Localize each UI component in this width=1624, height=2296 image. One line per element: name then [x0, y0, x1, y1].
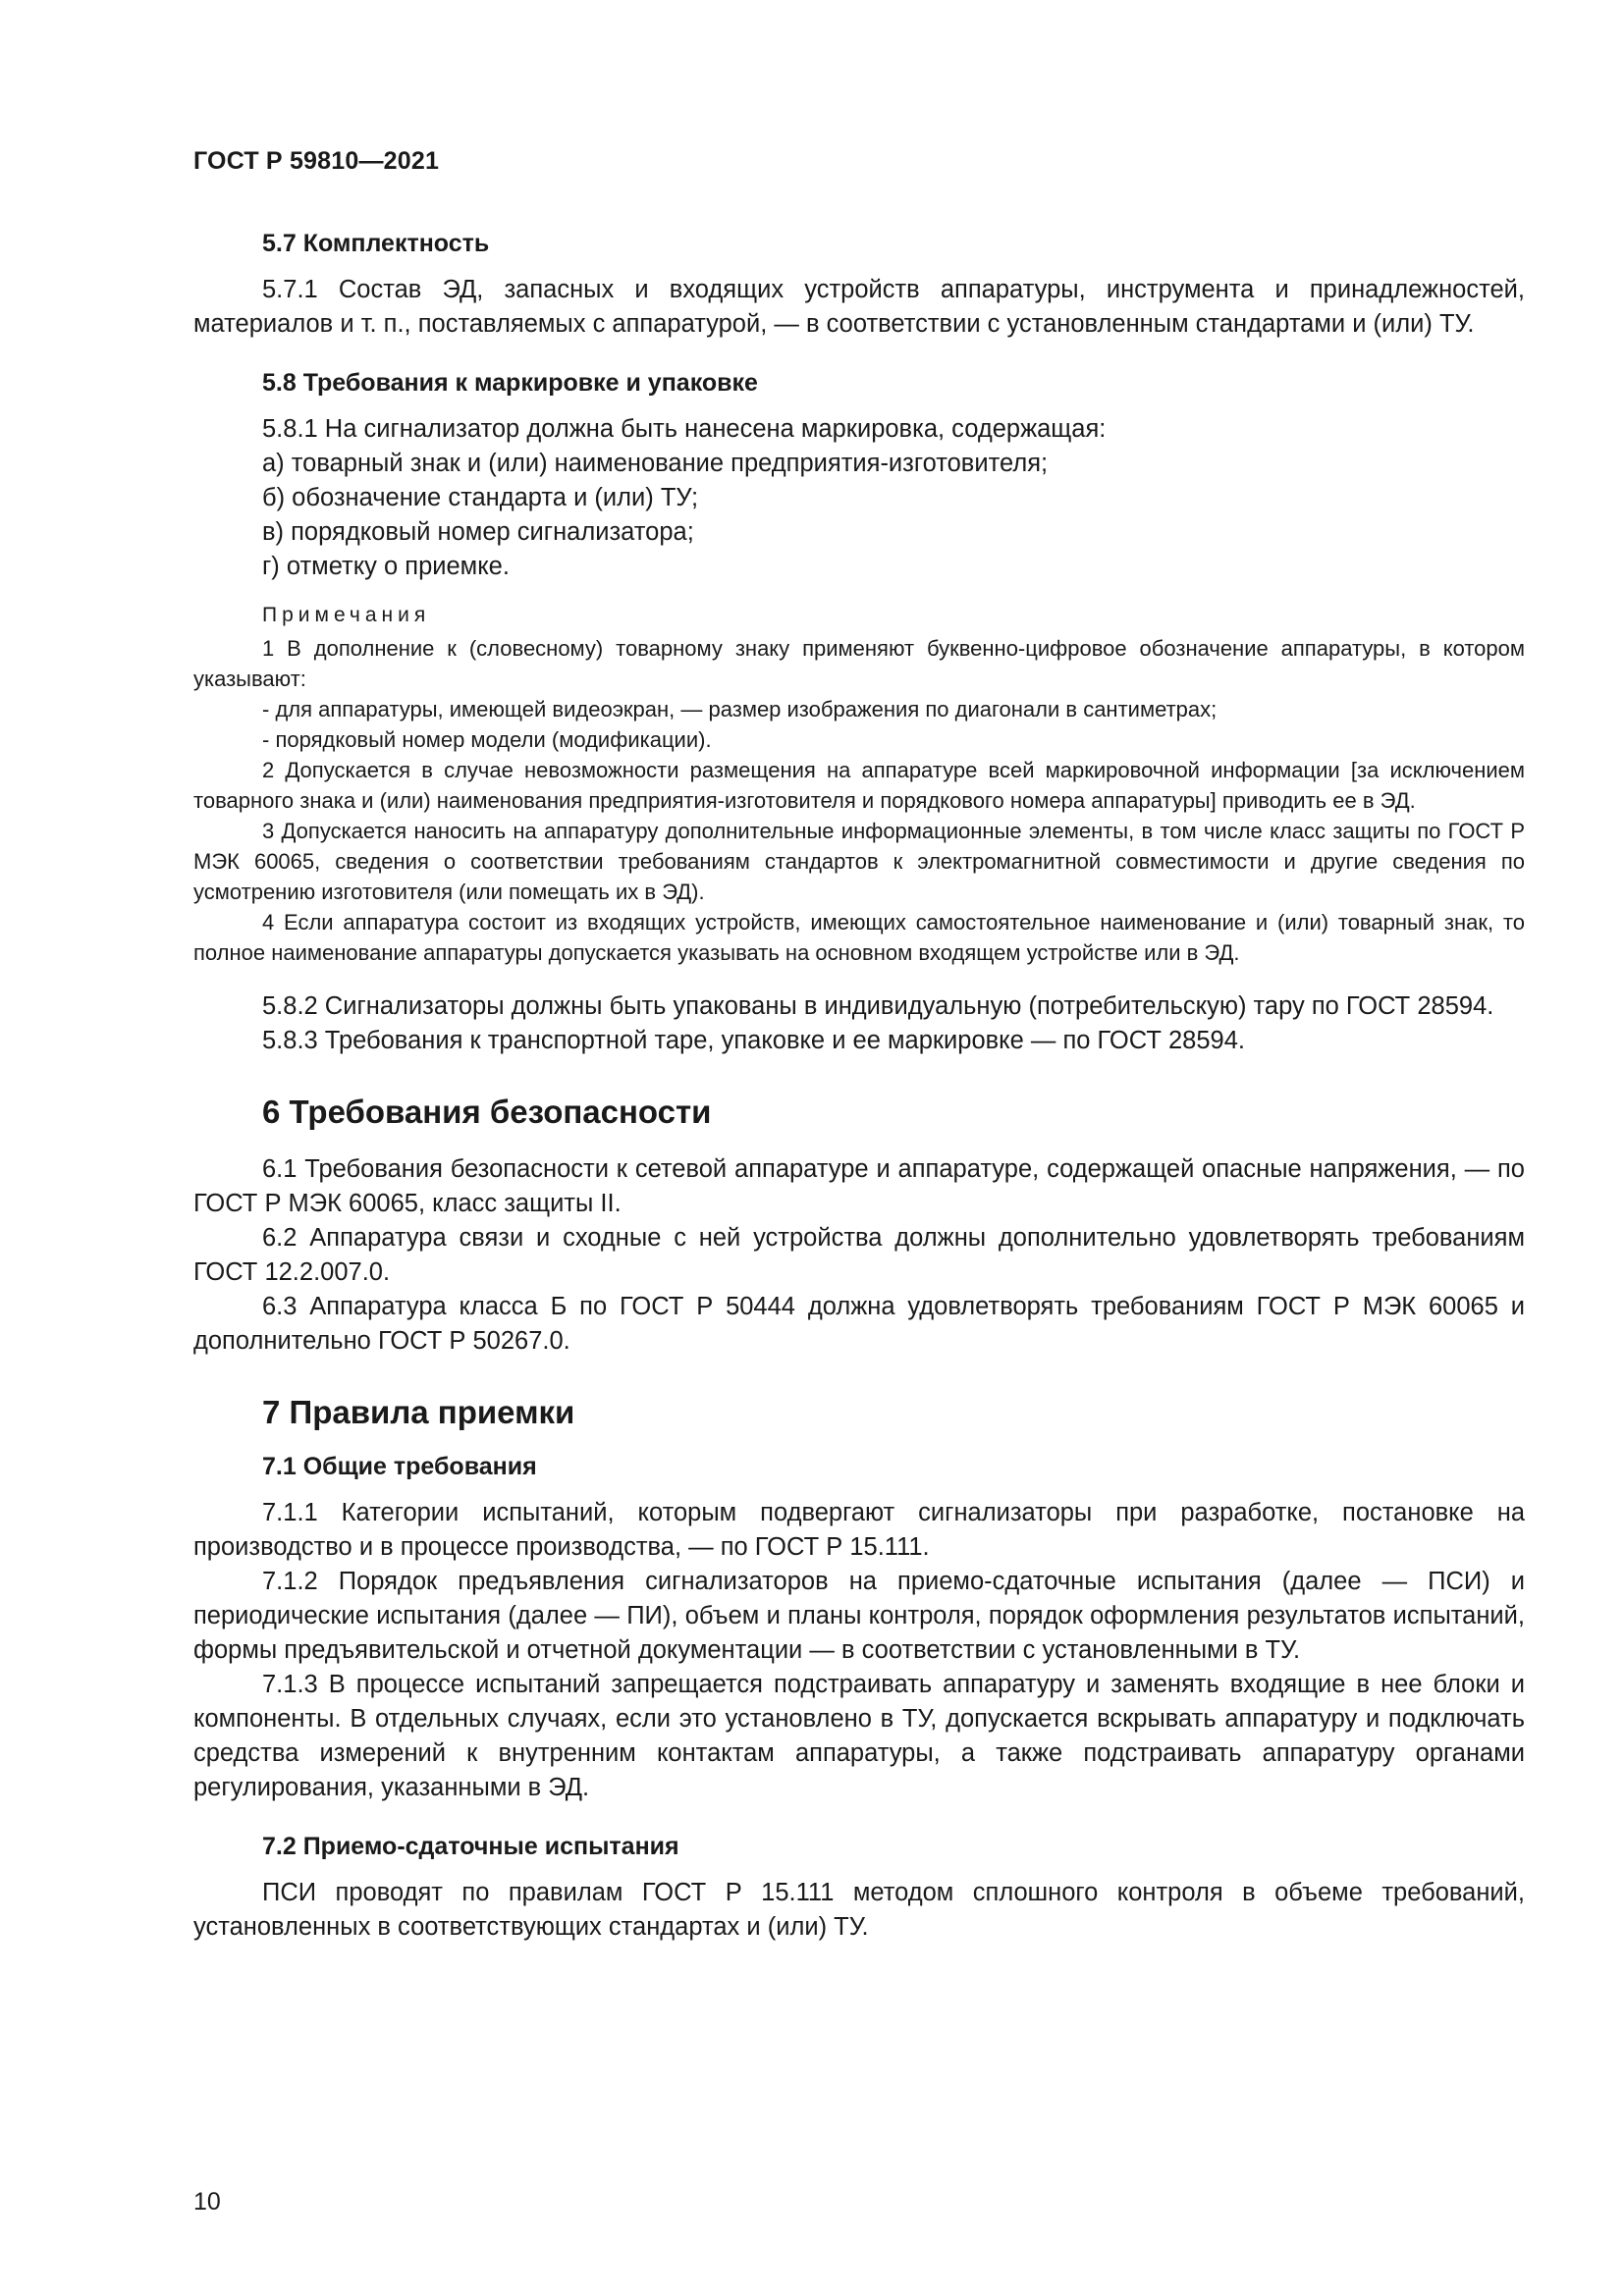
list-item-g: г) отметку о приемке. [262, 553, 510, 580]
note-4: 4 Если аппаратура состоит из входящих устройств, имеющих самостоятельное наименование и (или) товарный знак, то полное наименование аппаратуры допускается указывать на основном входящем устройстве или в ЭД. [193, 910, 1525, 965]
paragraph-5-8-2: 5.8.2 Сигнализаторы должны быть упакованы в индивидуальную (потребительскую) тару по ГОСТ 28594. [262, 992, 1494, 1020]
list-item-b: б) обозначение стандарта и (или) ТУ; [262, 484, 699, 511]
paragraph-7-1-1: 7.1.1 Категории испытаний, которым подвергают сигнализаторы при разработке, постановке на производство и в процессе производства, — по ГОСТ Р 15.111. [193, 1499, 1525, 1561]
page-number: 10 [193, 2188, 221, 2216]
section-6-title: 6 Требования безопасности [262, 1094, 712, 1130]
list-item-v: в) порядковый номер сигнализатора; [262, 518, 694, 546]
paragraph-6-2: 6.2 Аппаратура связи и сходные с ней устройства должны дополнительно удовлетворять требованиям ГОСТ 12.2.007.0. [193, 1224, 1525, 1286]
paragraph-6-1: 6.1 Требования безопасности к сетевой аппаратуре и аппаратуре, содержащей опасные напряжения, — по ГОСТ Р МЭК 60065, класс защиты II. [193, 1155, 1525, 1217]
section-5-7-title: 5.7 Комплектность [262, 230, 490, 257]
note-1: 1 В дополнение к (словесному) товарному знаку применяют буквенно-цифровое обозначение аппаратуры, в котором указывают: [193, 636, 1525, 691]
section-5-8-title: 5.8 Требования к маркировке и упаковке [262, 369, 758, 397]
paragraph-7-1-2: 7.1.2 Порядок предъявления сигнализаторов на приемо-сдаточные испытания (далее — ПСИ) и периодические испытания (далее — ПИ), объем и планы контроля, порядок оформления результатов испытаний, формы предъявительской и отчетной документации — в соответствии с установленными в ТУ. [193, 1568, 1525, 1664]
section-7-1-title: 7.1 Общие требования [262, 1453, 537, 1480]
notes-title: Примечания [262, 604, 431, 626]
note-3: 3 Допускается наносить на аппаратуру дополнительные информационные элементы, в том числе класс защиты по ГОСТ Р МЭК 60065, сведения о соответствии требованиям стандартов к электромагнитной совместимости и другие сведения по усмотрению изготовителя (или помещать их в ЭД). [193, 819, 1525, 904]
section-7-title: 7 Правила приемки [262, 1394, 575, 1430]
document-page [193, 147, 1525, 1945]
paragraph-6-3: 6.3 Аппаратура класса Б по ГОСТ Р 50444 должна удовлетворять требованиям ГОСТ Р МЭК 60065 и дополнительно ГОСТ Р 50267.0. [193, 1293, 1525, 1355]
paragraph-7-1-3: 7.1.3 В процессе испытаний запрещается подстраивать аппаратуру и заменять входящие в нее блоки и компоненты. В отдельных случаях, если это установлено в ТУ, допускается вскрывать аппаратуру и подключать средства измерений к внутренним контактам аппаратуры, а также подстраивать аппаратуру органами регулирования, указанными в ЭД. [193, 1671, 1525, 1801]
paragraph-5-7-1: 5.7.1 Состав ЭД, запасных и входящих устройств аппаратуры, инструмента и принадлежностей, материалов и т. п., поставляемых с аппаратурой, — в соответствии с установленным стандартами и (или) ТУ. [193, 276, 1525, 338]
note-1-item-2: - порядковый номер модели (модификации). [262, 727, 712, 752]
paragraph-5-8-1: 5.8.1 На сигнализатор должна быть нанесена маркировка, содержащая: [262, 415, 1107, 443]
paragraph-5-8-3: 5.8.3 Требования к транспортной таре, упаковке и ее маркировке — по ГОСТ 28594. [262, 1027, 1245, 1054]
note-2: 2 Допускается в случае невозможности размещения на аппаратуре всей маркировочной информации [за исключением товарного знака и (или) наименования предприятия-изготовителя и порядкового номера аппаратуры] приводить ее в ЭД. [193, 758, 1525, 813]
list-item-a: а) товарный знак и (или) наименование предприятия-изготовителя; [262, 450, 1049, 477]
document-header: ГОСТ Р 59810—2021 [193, 147, 440, 175]
paragraph-7-2: ПСИ проводят по правилам ГОСТ Р 15.111 методом сплошного контроля в объеме требований, установленных в соответствующих стандартах и (или) ТУ. [193, 1879, 1525, 1941]
section-7-2-title: 7.2 Приемо-сдаточные испытания [262, 1833, 679, 1860]
note-1-item-1: - для аппаратуры, имеющей видеоэкран, — размер изображения по диагонали в сантиметрах; [262, 697, 1218, 721]
